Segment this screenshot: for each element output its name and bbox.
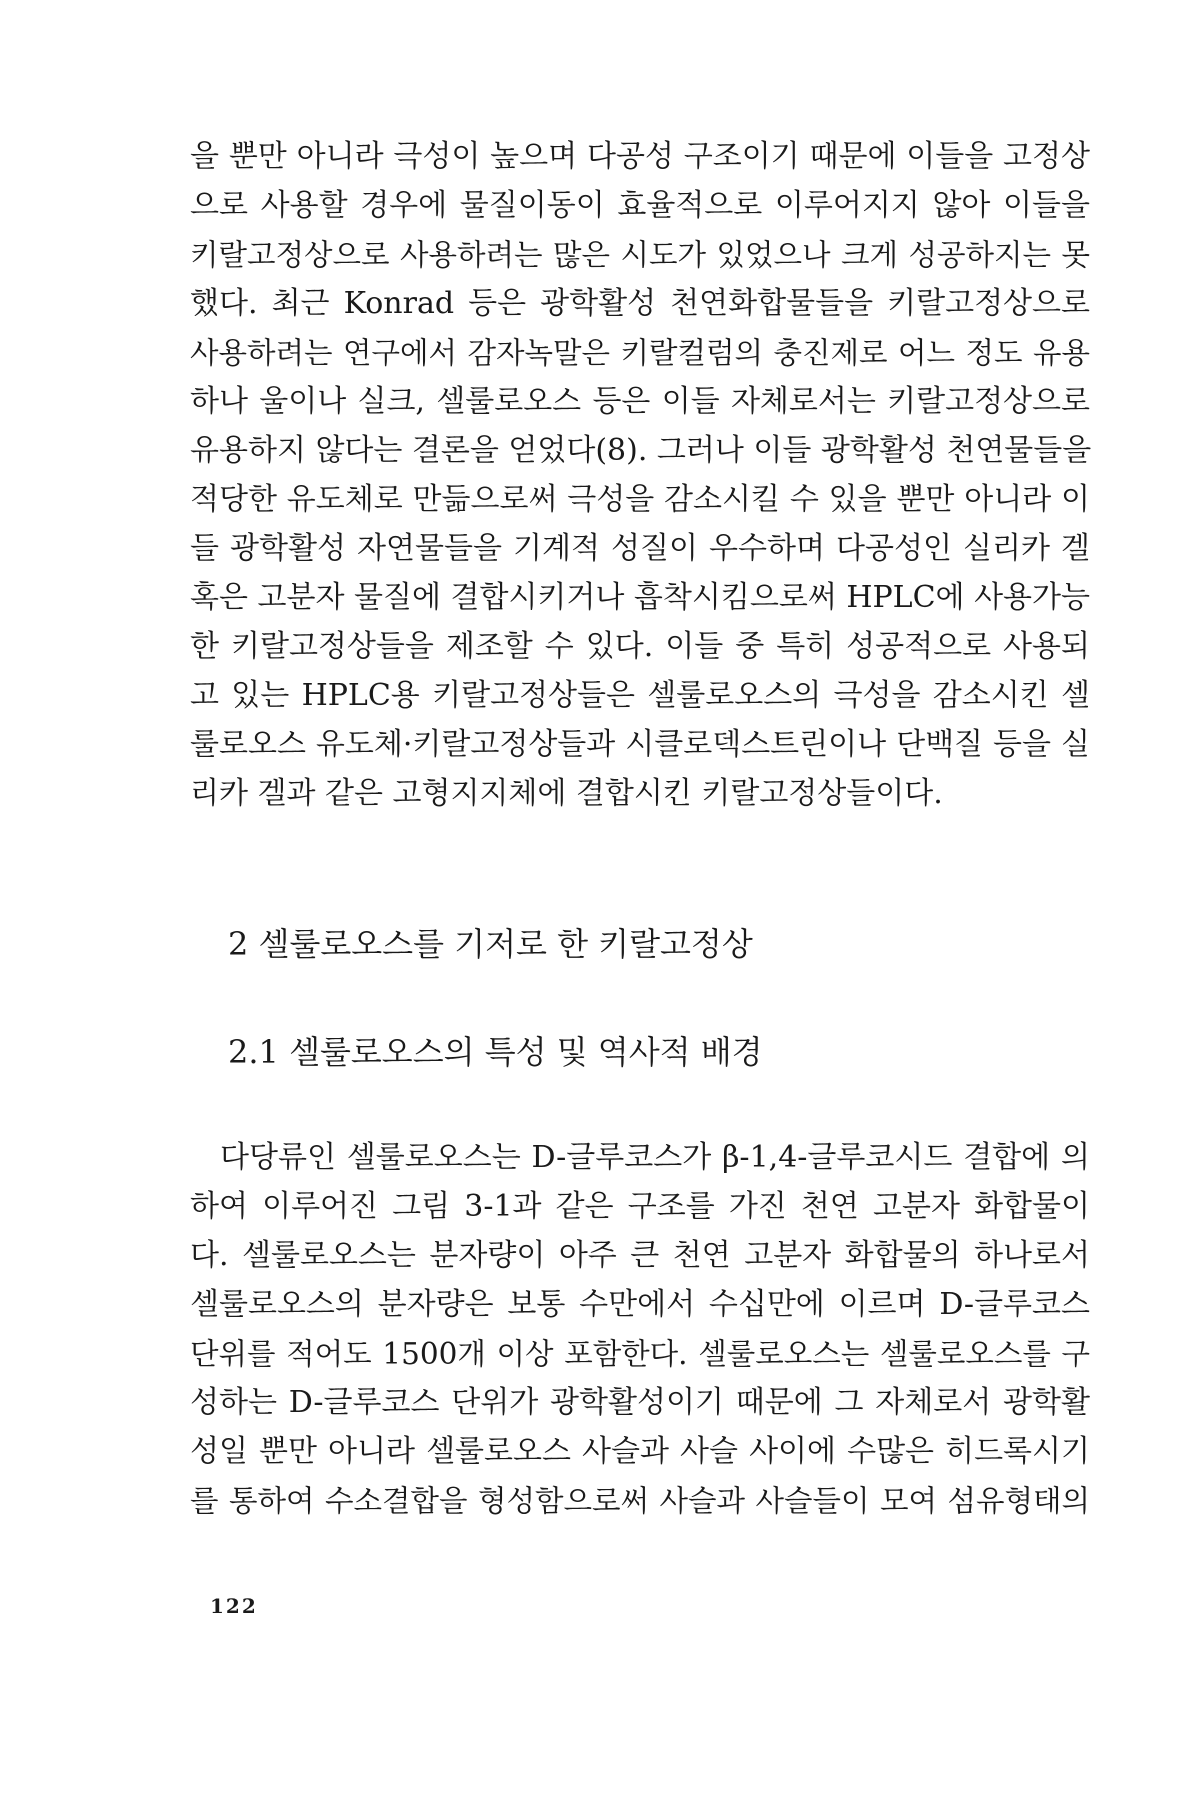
- body-text-line: 다당류인 셀룰로오스는 D-글루코스가 β-1,4-글루코시드 결합에 의: [220, 1140, 1090, 1175]
- body-text-line: 적당한 유도체로 만듦으로써 극성을 감소시킬 수 있을 뿐만 아니라 이: [190, 482, 1090, 517]
- body-text-line: 키랄고정상으로 사용하려는 많은 시도가 있었으나 크게 성공하지는 못: [190, 238, 1090, 272]
- body-text-line: 를 통하여 수소결합을 형성함으로써 사슬과 사슬들이 모여 섬유형태의: [190, 1484, 1090, 1518]
- body-text-line: 성일 뿐만 아니라 셀룰로오스 사슬과 사슬 사이에 수많은 히드록시기: [190, 1434, 1090, 1469]
- subsection-heading: 2.1 셀룰로오스의 특성 및 역사적 배경: [228, 1033, 763, 1071]
- body-text-line: 성하는 D-글루코스 단위가 광학활성이기 때문에 그 자체로서 광학활: [190, 1385, 1090, 1420]
- body-text-line: 다. 셀룰로오스는 분자량이 아주 큰 천연 고분자 화합물의 하나로서: [190, 1238, 1090, 1273]
- body-text-line: 하여 이루어진 그림 3-1과 같은 구조를 가진 천연 고분자 화합물이: [190, 1189, 1090, 1224]
- body-text-line: 고 있는 HPLC용 키랄고정상들은 셀룰로오스의 극성을 감소시킨 셀: [190, 678, 1090, 713]
- section-heading: 2 셀룰로오스를 기저로 한 키랄고정상: [228, 925, 753, 963]
- body-text-line: 했다. 최근 Konrad 등은 광학활성 천연화합물들을 키랄고정상으로: [190, 286, 1090, 321]
- body-text-line: 단위를 적어도 1500개 이상 포함한다. 셀룰로오스는 셀룰로오스를 구: [190, 1337, 1090, 1371]
- body-text-line: 유용하지 않다는 결론을 얻었다(8). 그러나 이들 광학활성 천연물들을: [190, 433, 1092, 468]
- body-text-line: 을 뿐만 아니라 극성이 높으며 다공성 구조이기 때문에 이들을 고정상: [190, 139, 1090, 174]
- page-number: 122: [210, 1594, 258, 1618]
- body-text-line: 룰로오스 유도체·키랄고정상들과 시클로덱스트린이나 단백질 등을 실: [190, 727, 1090, 762]
- body-text-line: 사용하려는 연구에서 감자녹말은 키랄컬럼의 충진제로 어느 정도 유용: [190, 336, 1090, 370]
- body-text-line: 셀룰로오스의 분자량은 보통 수만에서 수십만에 이르며 D-글루코스: [190, 1287, 1090, 1322]
- body-text-line: 한 키랄고정상들을 제조할 수 있다. 이들 중 특히 성공적으로 사용되: [190, 629, 1090, 664]
- body-text-line: 하나 울이나 실크, 셀룰로오스 등은 이들 자체로서는 키랄고정상으로: [190, 384, 1090, 419]
- body-text-line: 으로 사용할 경우에 물질이동이 효율적으로 이루어지지 않아 이들을: [190, 188, 1090, 223]
- body-text-line: 리카 겔과 같은 고형지지체에 결합시킨 키랄고정상들이다.: [190, 776, 943, 811]
- body-text-line: 혹은 고분자 물질에 결합시키거나 흡착시킴으로써 HPLC에 사용가능: [190, 580, 1090, 615]
- body-text-line: 들 광학활성 자연물들을 기계적 성질이 우수하며 다공성인 실리카 겔: [190, 531, 1090, 566]
